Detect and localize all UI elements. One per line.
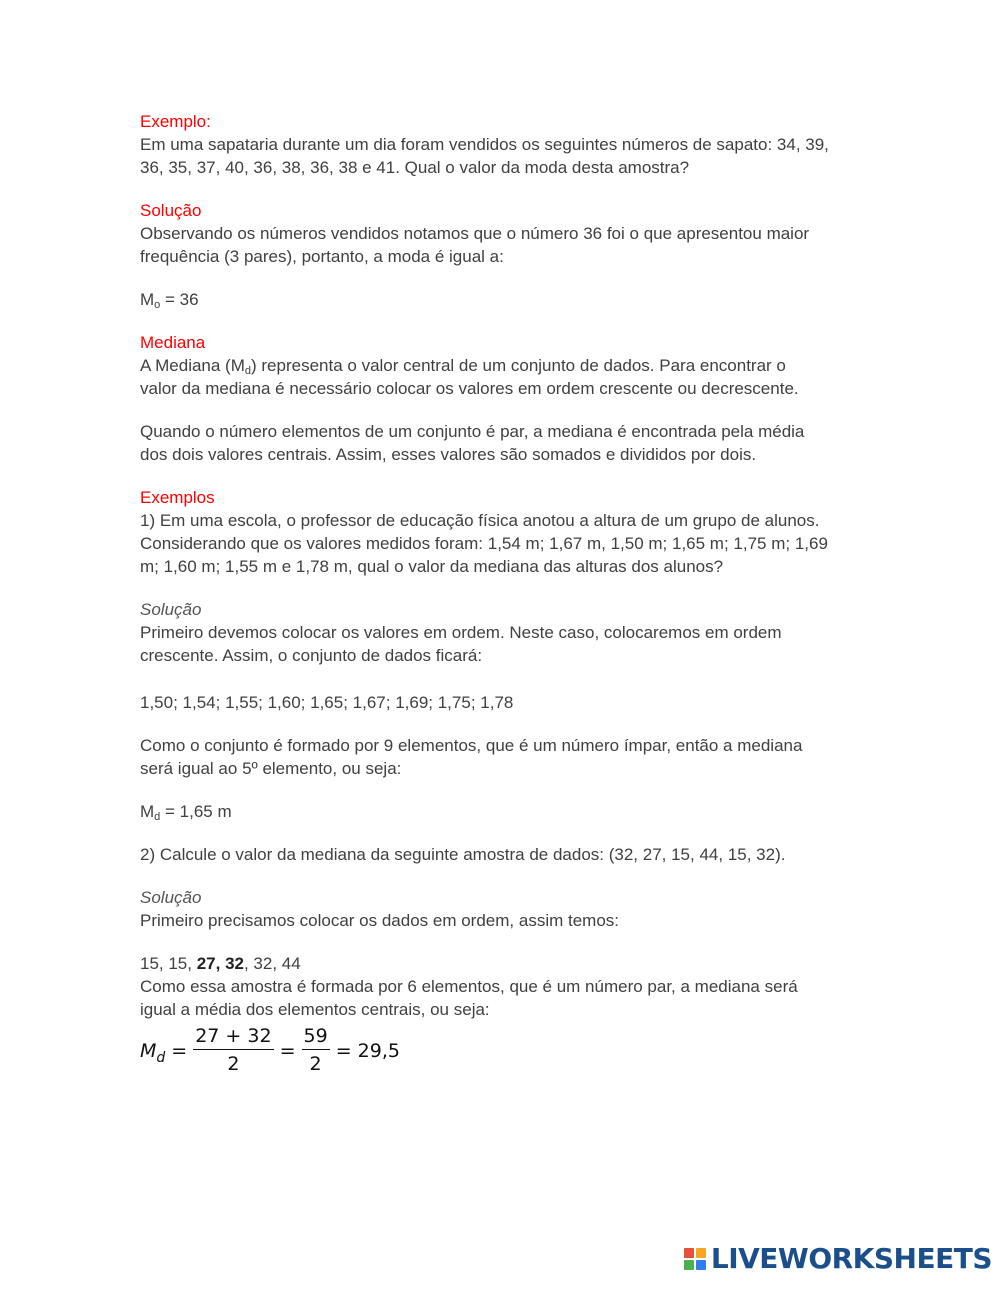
solution-heading: Solução (140, 201, 202, 220)
liveworksheets-logo (684, 1242, 992, 1275)
solution-1-line: Primeiro devemos colocar os valores em ordem. Neste caso, colocaremos em ordem (140, 623, 782, 642)
solution-text-line: Observando os números vendidos notamos que o número 36 foi o que apresentou maior (140, 224, 810, 243)
formula-result: = 29,5 (335, 1039, 400, 1062)
question-2: 2) Calcule o valor da mediana da seguinte amostra de dados: (32, 27, 15, 44, 15, 32). (140, 845, 786, 864)
ordered-values: 15, 15, 27, 32, 32, 44 (140, 954, 301, 973)
document-body (140, 110, 860, 1076)
solution-text-line: frequência (3 pares), portanto, a moda é igual a: (140, 247, 504, 266)
solution-label: Solução (140, 888, 202, 907)
example-text-line: 36, 35, 37, 40, 36, 38, 36, 38 e 41. Qual o valor da moda desta amostra? (140, 158, 690, 177)
brand-name: LIVEWORKSHEETS (710, 1242, 992, 1275)
median-text-line: valor da mediana é necessário colocar os valores em ordem crescente ou decrescente. (140, 379, 799, 398)
median-text-line: Quando o número elementos de um conjunto é par, a mediana é encontrada pela média (140, 422, 805, 441)
question-1-line: Considerando que os valores medidos foram: 1,54 m; 1,67 m, 1,50 m; 1,65 m; 1,75 m; 1,69 (140, 534, 828, 553)
median-text-line: A Mediana $(M_d)$ representa o valor central de um conjunto de dados. Para encontrar o (140, 356, 786, 377)
ordered-values: 1,50; 1,54; 1,55; 1,60; 1,65; 1,67; 1,69; 1,75; 1,78 (140, 693, 514, 712)
median-heading: Mediana (140, 333, 206, 352)
example-heading: Exemplo: (140, 112, 211, 131)
fraction: $\frac{27 + 32}{2}$ (195, 1025, 272, 1075)
examples-heading: Exemplos (140, 488, 215, 507)
question-1-line: m; 1,60 m; 1,55 m e 1,78 m, qual o valor da mediana das alturas dos alunos? (140, 557, 724, 576)
solution-1-line: crescente. Assim, o conjunto de dados ficará: (140, 646, 483, 665)
liveworksheets-logo-icon (684, 1248, 706, 1270)
solution-2-line: igual a média dos elementos centrais, ou seja: (140, 1000, 490, 1019)
median-text-line: dos dois valores centrais. Assim, esses valores são somados e divididos por dois. (140, 445, 757, 464)
solution-label: Solução (140, 600, 202, 619)
question-1-line: 1) Em uma escola, o professor de educação física anotou a altura de um grupo de alunos. (140, 511, 820, 530)
solution-1-line: será igual ao 5º elemento, ou seja: (140, 759, 402, 778)
solution-2-line: Primeiro precisamos colocar os dados em ordem, assim temos: (140, 911, 619, 930)
median-formula (140, 1025, 860, 1076)
solution-2-line: Como essa amostra é formada por 6 elementos, que é um número par, a mediana será (140, 977, 798, 996)
solution-1-line: Como o conjunto é formado por 9 elementos, que é um número ímpar, então a mediana (140, 736, 803, 755)
formula-lhs: $M_d$ (140, 1039, 166, 1066)
example-text-line: Em uma sapataria durante um dia foram vendidos os seguintes números de sapato: 34, 39, (140, 135, 829, 154)
fraction: $\frac{59}{2}$ (303, 1025, 328, 1075)
equals-sign: = (279, 1039, 296, 1062)
mode-result: $M_o = 36$ (140, 290, 199, 311)
median-result: $M_d = 1,65$ m (140, 802, 232, 823)
equals-sign: = (171, 1039, 188, 1062)
